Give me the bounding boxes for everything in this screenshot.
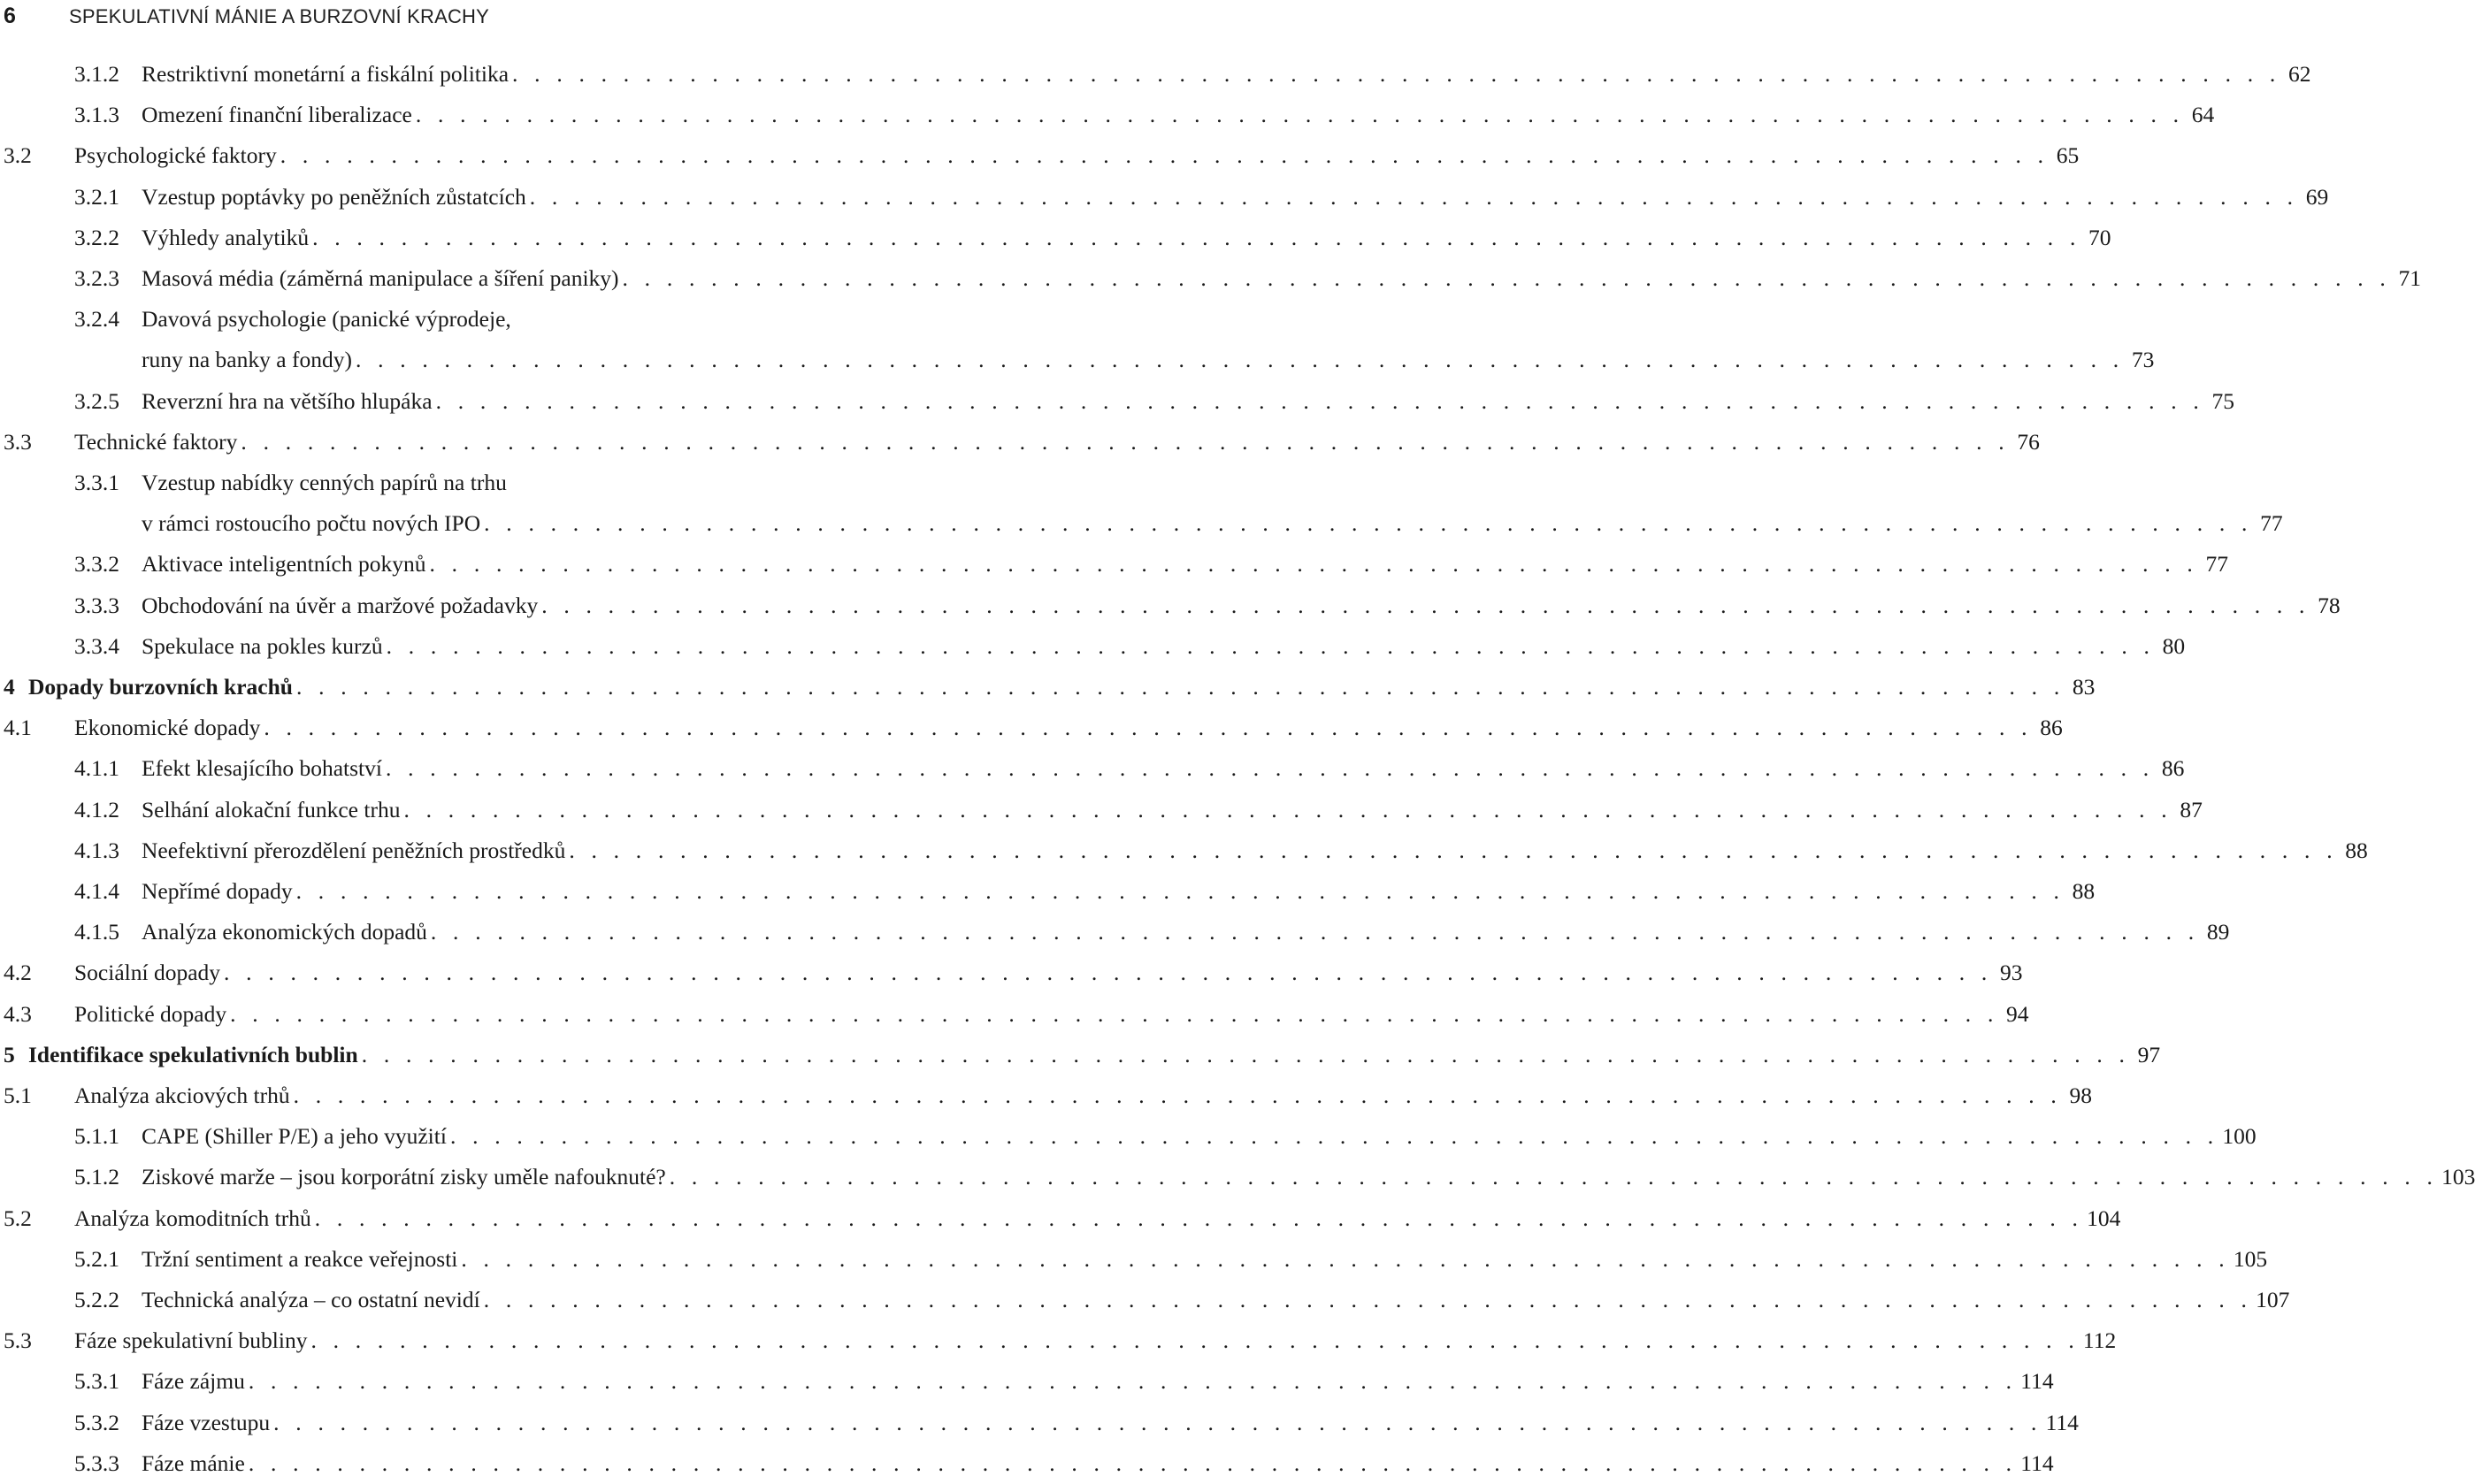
- toc-entry[interactable]: [0, 1280, 2290, 1320]
- toc-entry-page: 88: [2345, 837, 2368, 863]
- toc-entry-number: 3.1.3: [74, 102, 119, 128]
- toc-entry[interactable]: [0, 626, 2186, 667]
- toc-entry-page: 64: [2191, 102, 2215, 128]
- toc-entry-page: 78: [2318, 592, 2341, 618]
- dot-leader: . . . . . . . . . . . . . . . . . . . . . . . . . . . . . . . . . . . . . . . . . . . . . . . . . . . . . . . . . . . . . . . . . . . . . . . . . . . . . . . .: [224, 960, 1993, 986]
- page-number: 6: [4, 4, 16, 28]
- dot-leader: . . . . . . . . . . . . . . . . . . . . . . . . . . . . . . . . . . . . . . . . . . . . . . . . . . . . . . . . . . . . . . . . . . . . . . . . . . . . . . . .: [241, 428, 2010, 455]
- toc-entry-title: Fáze spekulativní bubliny: [74, 1327, 308, 1354]
- dot-leader: . . . . . . . . . . . . . . . . . . . . . . . . . . . . . . . . . . . . . . . . . . . . . . . . . . . . . . . . . . . . . . . . . . . . . . . . . . . . . . . .: [230, 1000, 1999, 1027]
- toc-entry-page: 107: [2256, 1287, 2290, 1312]
- toc-entry-page: 62: [2287, 61, 2311, 87]
- toc-entry-number: 4: [4, 674, 15, 700]
- dot-leader: . . . . . . . . . . . . . . . . . . . . . . . . . . . . . . . . . . . . . . . . . . . . . . . . . . . . . . . . . . . . . . . . . . . . . . . . . . . . . . . .: [355, 347, 2125, 373]
- toc-entry[interactable]: [0, 463, 2283, 544]
- toc-entry-page: 97: [2137, 1041, 2161, 1067]
- dot-leader: . . . . . . . . . . . . . . . . . . . . . . . . . . . . . . . . . . . . . . . . . . . . . . . . . . . . . . . . . . . . . . . . . . . . . . . . . . . . . . . .: [449, 1123, 2219, 1150]
- toc-entry-title: Analýza akciových trhů: [74, 1082, 290, 1108]
- toc-entry-page: 88: [2072, 878, 2096, 904]
- toc-entry[interactable]: [0, 1239, 2268, 1280]
- toc-entry-number: 4.1.4: [74, 878, 119, 904]
- toc-entry-title: Technické faktory: [74, 428, 238, 455]
- toc-entry-title: Reverzní hra na většího hlupáka: [142, 387, 433, 414]
- toc-entry-number: 3.2.3: [74, 265, 119, 291]
- toc-entry-number: 4.1.5: [74, 919, 119, 945]
- toc-entry[interactable]: [0, 544, 2228, 585]
- toc-entry-title-continued: v rámci rostoucího počtu nových IPO: [142, 510, 481, 537]
- dot-leader: . . . . . . . . . . . . . . . . . . . . . . . . . . . . . . . . . . . . . . . . . . . . . . . . . . . . . . . . . . . . . . . . . . . . . . . . . . . . . . . .: [295, 674, 2065, 700]
- toc-entry-number: 5: [4, 1041, 15, 1067]
- toc-entry-title: Efekt klesajícího bohatství: [142, 755, 382, 782]
- dot-leader: . . . . . . . . . . . . . . . . . . . . . . . . . . . . . . . . . . . . . . . . . . . . . . . . . . . . . . . . . . . . . . . . . . . . . . . . . . . . . . . .: [435, 387, 2204, 414]
- toc-entry-number: 4.1: [4, 715, 32, 741]
- toc-entry-number: 5.2.1: [74, 1245, 119, 1272]
- toc-entry[interactable]: [0, 135, 2080, 176]
- toc-entry-page: 114: [2020, 1368, 2054, 1395]
- toc-entry-page: 86: [2040, 715, 2063, 741]
- toc-entry-number: 3.2.5: [74, 387, 119, 414]
- toc-entry-title: Výhledy analytiků: [142, 224, 310, 250]
- dot-leader: . . . . . . . . . . . . . . . . . . . . . . . . . . . . . . . . . . . . . . . . . . . . . . . . . . . . . . . . . . . . . . . . . . . . . . . . . . . . . . . .: [385, 755, 2155, 782]
- toc-entry[interactable]: [0, 299, 2155, 380]
- toc-entry-title: Fáze vzestupu: [142, 1409, 271, 1435]
- dot-leader: . . . . . . . . . . . . . . . . . . . . . . . . . . . . . . . . . . . . . . . . . . . . . . . . . . . . . . . . . . . . . . . . . . . . . . . . . . . . . . . .: [415, 102, 2185, 128]
- dot-leader: . . . . . . . . . . . . . . . . . . . . . . . . . . . . . . . . . . . . . . . . . . . . . . . . . . . . . . . . . . . . . . . . . . . . . . . . . . . . . . . .: [273, 1409, 2042, 1435]
- toc-entry-page: 105: [2233, 1245, 2268, 1272]
- dot-leader: . . . . . . . . . . . . . . . . . . . . . . . . . . . . . . . . . . . . . . . . . . . . . . . . . . . . . . . . . . . . . . . . . . . . . . . . . . . . . . . .: [512, 61, 2281, 87]
- toc-entry-page: 86: [2161, 755, 2185, 782]
- toc-entry-number: 3.3.4: [74, 632, 119, 659]
- dot-leader: . . . . . . . . . . . . . . . . . . . . . . . . . . . . . . . . . . . . . . . . . . . . . . . . . . . . . . . . . . . . . . . . . . . . . . . . . . . . . . . .: [461, 1245, 2230, 1272]
- dot-leader: . . . . . . . . . . . . . . . . . . . . . . . . . . . . . . . . . . . . . . . . . . . . . . . . . . . . . . . . . . . . . . . . . . . . . . . . . . . . . . . .: [264, 715, 2033, 741]
- toc-entry-number: 3.2.4: [74, 306, 119, 333]
- toc-entry-title: Ziskové marže – jsou korporátní zisky uměle nafouknuté?: [142, 1164, 666, 1190]
- toc-entry-number: 3.3.2: [74, 551, 119, 578]
- toc-entry-page: 69: [2305, 183, 2329, 210]
- toc-entry[interactable]: [0, 95, 2215, 135]
- toc-entry-number: 5.3.2: [74, 1409, 119, 1435]
- toc-entry-number: 5.2.2: [74, 1287, 119, 1312]
- dot-leader: . . . . . . . . . . . . . . . . . . . . . . . . . . . . . . . . . . . . . . . . . . . . . . . . . . . . . . . . . . . . . . . . . . . . . . . . . . . . . . . .: [484, 510, 2253, 537]
- toc-entry-number: 4.3: [4, 1000, 32, 1027]
- toc-entry-number: 5.1.2: [74, 1164, 119, 1190]
- toc-entry[interactable]: [0, 218, 2111, 258]
- toc-entry-title: Nepřímé dopady: [142, 878, 293, 904]
- toc-entry-title: Dopady burzovních krachů: [28, 674, 293, 700]
- toc-entry[interactable]: [0, 708, 2063, 748]
- toc-entry-title: Ekonomické dopady: [74, 715, 261, 741]
- toc-entry[interactable]: [0, 871, 2096, 912]
- dot-leader: . . . . . . . . . . . . . . . . . . . . . . . . . . . . . . . . . . . . . . . . . . . . . . . . . . . . . . . . . . . . . . . . . . . . . . . . . . . . . . . .: [361, 1041, 2131, 1067]
- toc-entry[interactable]: [0, 748, 2185, 789]
- dot-leader: . . . . . . . . . . . . . . . . . . . . . . . . . . . . . . . . . . . . . . . . . . . . . . . . . . . . . . . . . . . . . . . . . . . . . . . . . . . . . . . .: [314, 1205, 2084, 1231]
- toc-entry-page: 75: [2211, 387, 2234, 414]
- toc-entry-number: 3.1.2: [74, 61, 119, 87]
- toc-entry-title: Aktivace inteligentních pokynů: [142, 551, 426, 578]
- toc-entry-page: 112: [2082, 1327, 2117, 1354]
- toc-entry-number: 3.3.3: [74, 592, 119, 618]
- toc-entry-number: 3.3.1: [74, 470, 119, 495]
- dot-leader: . . . . . . . . . . . . . . . . . . . . . . . . . . . . . . . . . . . . . . . . . . . . . . . . . . . . . . . . . . . . . . . . . . . . . . . . . . . . . . . .: [386, 632, 2156, 659]
- toc-entry[interactable]: [0, 1198, 2121, 1239]
- toc-entry-title: Masová média (záměrná manipulace a šíření paniky): [142, 265, 619, 291]
- dot-leader: . . . . . . . . . . . . . . . . . . . . . . . . . . . . . . . . . . . . . . . . . . . . . . . . . . . . . . . . . . . . . . . . . . . . . . . . . . . . . . . .: [293, 1082, 2063, 1108]
- toc-entry-number: 4.1.3: [74, 837, 119, 863]
- toc-entry[interactable]: [0, 258, 2421, 299]
- toc-entry-title: Spekulace na pokles kurzů: [142, 632, 383, 659]
- toc-entry[interactable]: [0, 54, 2311, 95]
- toc-entry[interactable]: [0, 1443, 2054, 1484]
- toc-entry[interactable]: [0, 1361, 2054, 1402]
- toc-entry-title: Psychologické faktory: [74, 142, 277, 169]
- toc-entry-title: Analýza komoditních trhů: [74, 1205, 311, 1231]
- toc-entry-title: Vzestup nabídky cenných papírů na trhu: [142, 470, 507, 495]
- toc-entry-number: 4.1.1: [74, 755, 119, 782]
- toc-entry-title: Selhání alokační funkce trhu: [142, 796, 401, 822]
- toc-entry-page: 93: [1999, 960, 2023, 986]
- toc-entry-page: 76: [2017, 428, 2040, 455]
- dot-leader: . . . . . . . . . . . . . . . . . . . . . . . . . . . . . . . . . . . . . . . . . . . . . . . . . . . . . . . . . . . . . . . . . . . . . . . . . . . . . . . .: [312, 224, 2081, 250]
- toc-entry-number: 5.3.1: [74, 1368, 119, 1395]
- toc-entry-page: 65: [2056, 142, 2080, 169]
- toc-entry-title: Davová psychologie (panické výprodeje,: [142, 306, 511, 333]
- toc-entry-title: Restriktivní monetární a fiskální politika: [142, 61, 510, 87]
- dot-leader: . . . . . . . . . . . . . . . . . . . . . . . . . . . . . . . . . . . . . . . . . . . . . . . . . . . . . . . . . . . . . . . . . . . . . . . . . . . . . . . .: [430, 919, 2200, 945]
- toc-entry[interactable]: [0, 177, 2329, 218]
- dot-leader: . . . . . . . . . . . . . . . . . . . . . . . . . . . . . . . . . . . . . . . . . . . . . . . . . . . . . . . . . . . . . . . . . . . . . . . . . . . . . . . .: [541, 592, 2310, 618]
- toc-entry-title-continued: runy na banky a fondy): [142, 347, 352, 373]
- toc-entry-number: 3.3: [4, 428, 32, 455]
- dot-leader: . . . . . . . . . . . . . . . . . . . . . . . . . . . . . . . . . . . . . . . . . . . . . . . . . . . . . . . . . . . . . . . . . . . . . . . . . . . . . . . .: [529, 183, 2299, 210]
- toc-entry[interactable]: [0, 1075, 2093, 1116]
- toc-entry-title: Omezení finanční liberalizace: [142, 102, 412, 128]
- toc-entry-page: 83: [2072, 674, 2096, 700]
- toc-entry-number: 3.2.1: [74, 183, 119, 210]
- toc-entry-number: 5.3.3: [74, 1450, 119, 1476]
- dot-leader: . . . . . . . . . . . . . . . . . . . . . . . . . . . . . . . . . . . . . . . . . . . . . . . . . . . . . . . . . . . . . . . . . . . . . . . . . . . . . . . .: [483, 1287, 2253, 1312]
- toc-entry-number: 3.2: [4, 142, 32, 169]
- toc-entry-page: 70: [2088, 224, 2111, 250]
- toc-entry[interactable]: [0, 1320, 2117, 1361]
- toc-entry-page: 73: [2131, 347, 2155, 373]
- toc-entry-title: Technická analýza – co ostatní nevidí: [142, 1287, 480, 1312]
- toc-entry[interactable]: [0, 667, 2096, 708]
- toc-entry-page: 114: [2020, 1450, 2054, 1476]
- toc-entry-title: Identifikace spekulativních bublin: [28, 1041, 358, 1067]
- running-header: [4, 4, 489, 34]
- dot-leader: . . . . . . . . . . . . . . . . . . . . . . . . . . . . . . . . . . . . . . . . . . . . . . . . . . . . . . . . . . . . . . . . . . . . . . . . . . . . . . . .: [280, 142, 2050, 169]
- toc-entry-page: 100: [2222, 1123, 2257, 1150]
- toc-entry-page: 104: [2087, 1205, 2121, 1231]
- dot-leader: . . . . . . . . . . . . . . . . . . . . . . . . . . . . . . . . . . . . . . . . . . . . . . . . . . . . . . . . . . . . . . . . . . . . . . . . . . . . . . . .: [310, 1327, 2080, 1354]
- toc-entry[interactable]: [0, 1116, 2257, 1157]
- toc-entry-page: 98: [2069, 1082, 2093, 1108]
- toc-entry[interactable]: [0, 1157, 2475, 1197]
- toc-entry-page: 94: [2006, 1000, 2029, 1027]
- toc-entry-page: 89: [2206, 919, 2230, 945]
- toc-entry-number: 5.2: [4, 1205, 32, 1231]
- toc-entry[interactable]: [0, 422, 2040, 463]
- dot-leader: . . . . . . . . . . . . . . . . . . . . . . . . . . . . . . . . . . . . . . . . . . . . . . . . . . . . . . . . . . . . . . . . . . . . . . . . . . . . . . . .: [622, 265, 2391, 291]
- toc-entry-number: 3.2.2: [74, 224, 119, 250]
- toc-entry[interactable]: [0, 830, 2368, 871]
- toc-entry[interactable]: [0, 381, 2234, 422]
- toc-entry-number: 5.1: [4, 1082, 32, 1108]
- toc-entry-page: 80: [2162, 632, 2186, 659]
- toc-entry[interactable]: [0, 1403, 2079, 1443]
- dot-leader: . . . . . . . . . . . . . . . . . . . . . . . . . . . . . . . . . . . . . . . . . . . . . . . . . . . . . . . . . . . . . . . . . . . . . . . . . . . . . . . .: [295, 878, 2065, 904]
- toc-entry-title: Obchodování na úvěr a maržové požadavky: [142, 592, 539, 618]
- dot-leader: . . . . . . . . . . . . . . . . . . . . . . . . . . . . . . . . . . . . . . . . . . . . . . . . . . . . . . . . . . . . . . . . . . . . . . . . . . . . . . . .: [248, 1450, 2018, 1476]
- toc-entry-title: CAPE (Shiller P/E) a jeho využití: [142, 1123, 447, 1150]
- toc-entry-title: Neefektivní přerozdělení peněžních prostředků: [142, 837, 566, 863]
- toc-entry-page: 77: [2205, 551, 2228, 578]
- toc-entry-title: Tržní sentiment a reakce veřejnosti: [142, 1245, 458, 1272]
- toc-entry[interactable]: [0, 585, 2341, 626]
- dot-leader: . . . . . . . . . . . . . . . . . . . . . . . . . . . . . . . . . . . . . . . . . . . . . . . . . . . . . . . . . . . . . . . . . . . . . . . . . . . . . . . .: [403, 796, 2172, 822]
- toc-entry-page: 114: [2045, 1409, 2079, 1435]
- toc-entry[interactable]: [0, 912, 2230, 952]
- toc-entry-title: Fáze zájmu: [142, 1368, 245, 1395]
- running-title: SPEKULATIVNÍ MÁNIE A BURZOVNÍ KRACHY: [69, 5, 490, 27]
- toc-entry[interactable]: [0, 994, 2029, 1035]
- dot-leader: . . . . . . . . . . . . . . . . . . . . . . . . . . . . . . . . . . . . . . . . . . . . . . . . . . . . . . . . . . . . . . . . . . . . . . . . . . . . . . . .: [429, 551, 2198, 578]
- toc-entry[interactable]: [0, 1035, 2161, 1075]
- toc-entry-page: 87: [2180, 796, 2203, 822]
- toc-entry-number: 5.1.1: [74, 1123, 119, 1150]
- toc-entry-page: 103: [2441, 1164, 2475, 1190]
- toc-entry[interactable]: [0, 790, 2203, 830]
- dot-leader: . . . . . . . . . . . . . . . . . . . . . . . . . . . . . . . . . . . . . . . . . . . . . . . . . . . . . . . . . . . . . . . . . . . . . . . . . . . . . . . .: [248, 1368, 2018, 1395]
- toc-entry-number: 4.1.2: [74, 796, 119, 822]
- toc-entry-title: Sociální dopady: [74, 960, 221, 986]
- toc-entry-page: 71: [2398, 265, 2421, 291]
- dot-leader: . . . . . . . . . . . . . . . . . . . . . . . . . . . . . . . . . . . . . . . . . . . . . . . . . . . . . . . . . . . . . . . . . . . . . . . . . . . . . . . .: [569, 837, 2338, 863]
- toc-entry-title: Analýza ekonomických dopadů: [142, 919, 427, 945]
- toc-entry-page: 77: [2260, 510, 2283, 537]
- toc-entry-title: Fáze mánie: [142, 1450, 245, 1476]
- toc-entry-number: 5.3: [4, 1327, 32, 1354]
- toc-entry[interactable]: [0, 952, 2023, 993]
- dot-leader: . . . . . . . . . . . . . . . . . . . . . . . . . . . . . . . . . . . . . . . . . . . . . . . . . . . . . . . . . . . . . . . . . . . . . . . . . . . . . . . .: [669, 1164, 2439, 1190]
- toc-entry-number: 4.2: [4, 960, 32, 986]
- toc-entry-title: Vzestup poptávky po peněžních zůstatcích: [142, 183, 526, 210]
- toc-entry-title: Politické dopady: [74, 1000, 227, 1027]
